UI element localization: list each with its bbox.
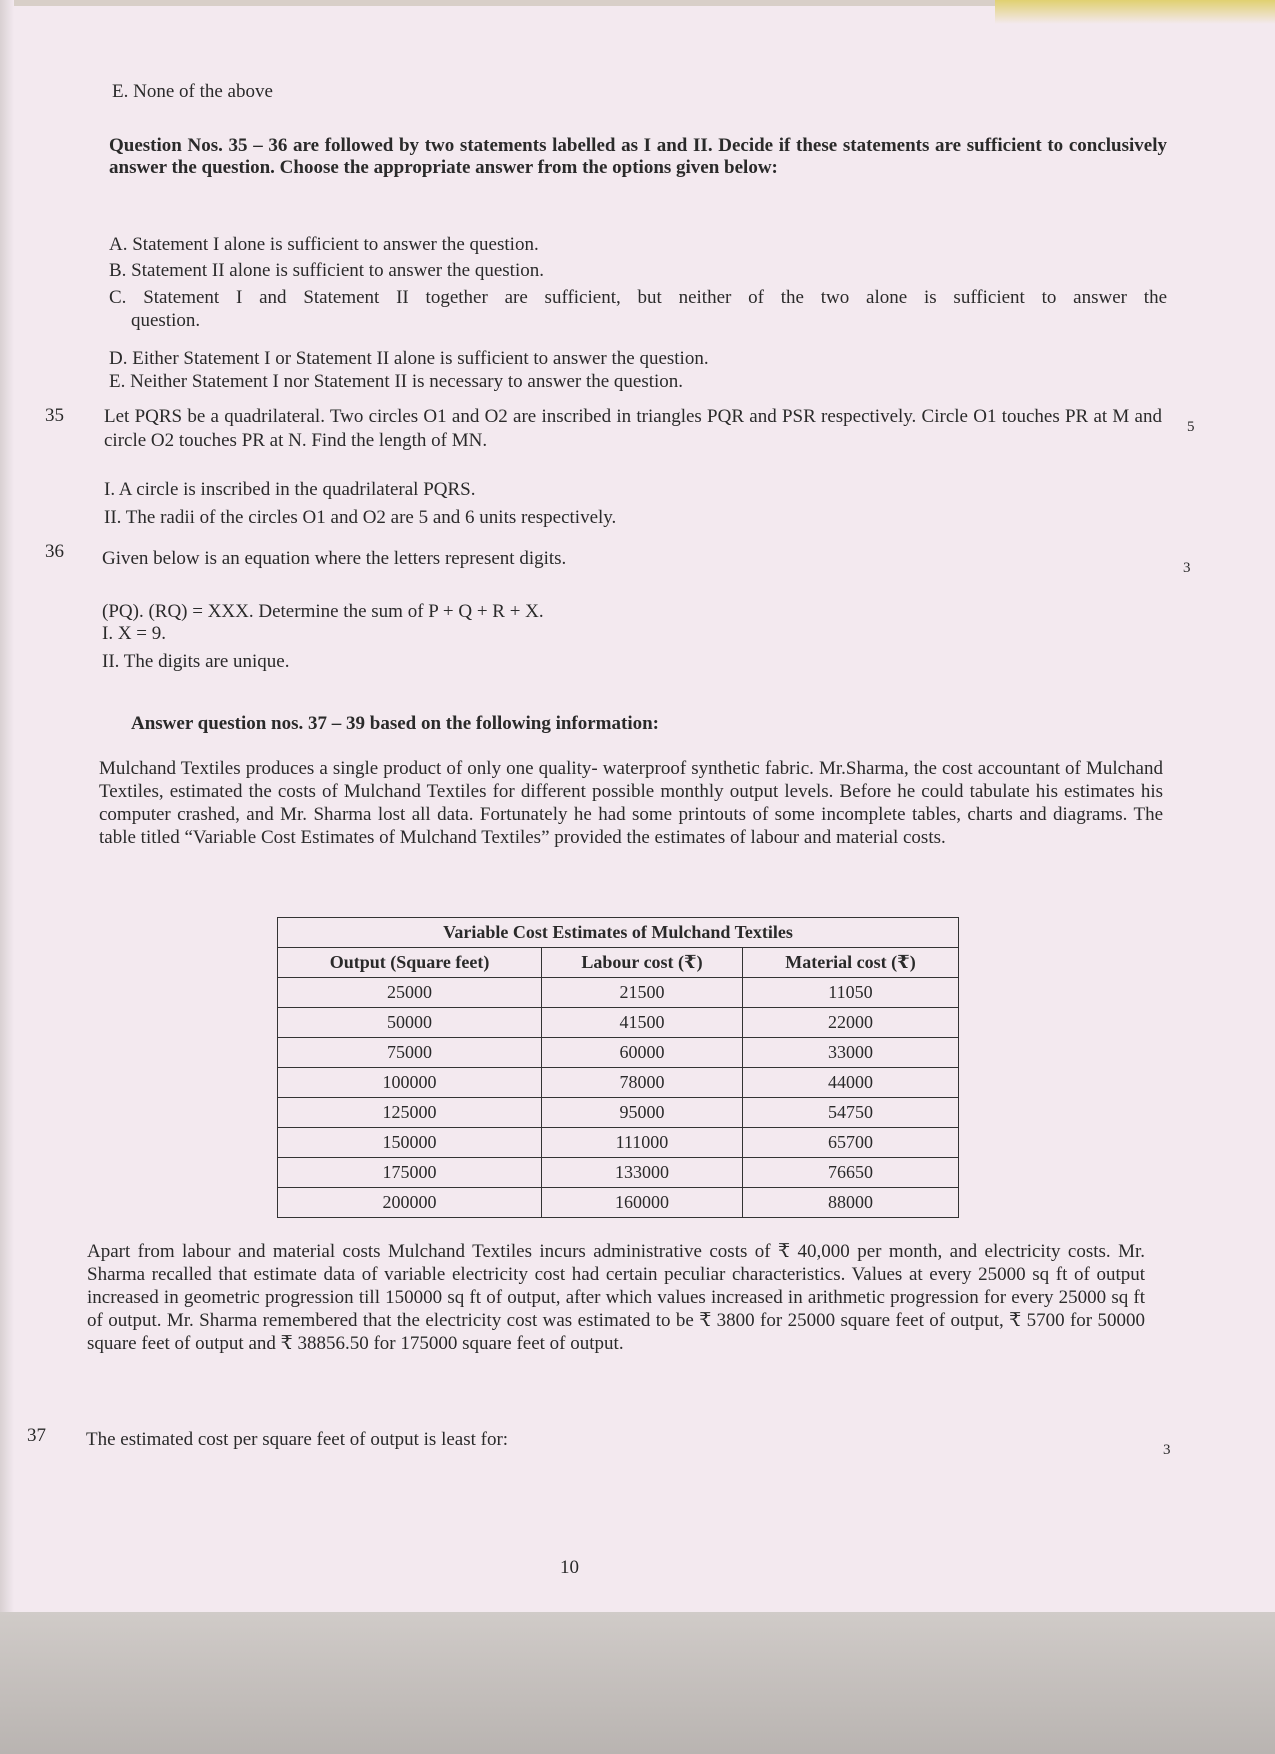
table-title: Variable Cost Estimates of Mulchand Textiles [278,918,959,948]
instructions-37-39: Answer question nos. 37 – 39 based on the following information: [131,713,660,734]
table-cell: 100000 [278,1068,542,1098]
table-cell: 50000 [278,1008,542,1038]
table-row [278,1128,959,1158]
variable-cost-table [277,917,959,1218]
table-cell: 54750 [742,1098,958,1128]
table-cell: 88000 [742,1188,958,1218]
table-cell: 21500 [542,978,743,1008]
previous-option-e: E. None of the above [112,81,273,102]
table-cell: 22000 [742,1008,958,1038]
table-row [278,1188,959,1218]
table-cell: 11050 [742,978,958,1008]
table-row [278,1008,959,1038]
question-37-number: 37 [27,1425,46,1446]
table-cell: 95000 [542,1098,743,1128]
page-number: 10 [560,1557,579,1578]
instructions-35-36: Question Nos. 35 – 36 are followed by two statements labelled as I and II. Decide if these statements are sufficient to conclusively answer the question. Choose the appropriate answer from the options given below: [109,135,1167,178]
question-35-statement-2: II. The radii of the circles O1 and O2 are 5 and 6 units respectively. [104,507,617,528]
question-36-statement-1: I. X = 9. [102,623,167,644]
table-cell: 41500 [542,1008,743,1038]
question-36-marks: 3 [1183,560,1191,576]
table-cell: 160000 [542,1188,743,1218]
table-cell: 33000 [742,1038,958,1068]
question-35-number: 35 [45,405,64,426]
table-cell: 44000 [742,1068,958,1098]
question-36-number: 36 [45,541,64,562]
table-cell: 111000 [542,1128,743,1158]
table-cell: 60000 [542,1038,743,1068]
question-37-text: The estimated cost per square feet of output is least for: [86,1429,509,1450]
option-c-line1: C. Statement I and Statement II together are sufficient, but neither of the two alone is sufficient to answer the [109,287,1167,308]
table-row [278,978,959,1008]
table-row [278,1038,959,1068]
table-header-labour: Labour cost (₹) [542,948,743,978]
table-header-output: Output (Square feet) [278,948,542,978]
question-35-text: Let PQRS be a quadrilateral. Two circles O1 and O2 are inscribed in triangles PQR and PSR respectively. Circle O1 touches PR at M and circle O2 touches PR at N. Find the length of MN. [104,406,1162,451]
option-b: B. Statement II alone is sufficient to answer the question. [109,260,544,281]
question-37-marks: 3 [1163,1442,1171,1458]
table-row [278,1158,959,1188]
table-cell: 200000 [278,1188,542,1218]
table-cell: 125000 [278,1098,542,1128]
table-cell: 175000 [278,1158,542,1188]
table-cell: 133000 [542,1158,743,1188]
question-36-text: Given below is an equation where the letters represent digits. [102,548,567,569]
option-d: D. Either Statement I or Statement II alone is sufficient to answer the question. [109,348,709,369]
question-36-statement-2: II. The digits are unique. [102,651,290,672]
table-cell: 150000 [278,1128,542,1158]
scan-bottom-edge [0,1612,1275,1754]
table-cell: 78000 [542,1068,743,1098]
table-cell: 25000 [278,978,542,1008]
paragraph-mulchand-intro: Mulchand Textiles produces a single product of only one quality- waterproof synthetic fabric. Mr.Sharma, the cost accountant of Mulchand Textiles, estimated the costs of Mulchand Textiles for different possible monthly output levels. Before he could tabulate his estimates his computer crashed, and Mr. Sharma lost all data. Fortunately he had some printouts of some incomplete tables, charts and diagrams. The table titled “Variable Cost Estimates of Mulchand Textiles” provided the estimates of labour and material costs. [99,758,1163,848]
table-row [278,1068,959,1098]
option-a: A. Statement I alone is sufficient to answer the question. [109,234,539,255]
table-cell: 76650 [742,1158,958,1188]
table-cell: 65700 [742,1128,958,1158]
question-35-statement-1: I. A circle is inscribed in the quadrilateral PQRS. [104,479,476,500]
table-row [278,1098,959,1128]
option-e: E. Neither Statement I nor Statement II is necessary to answer the question. [109,371,684,392]
question-36-equation: (PQ). (RQ) = XXX. Determine the sum of P + Q + R + X. [102,601,544,622]
question-35-marks: 5 [1187,419,1195,435]
option-c-line2: question. [131,310,201,331]
table-header-material: Material cost (₹) [742,948,958,978]
paragraph-electricity-costs: Apart from labour and material costs Mulchand Textiles incurs administrative costs of ₹ 40,000 per month, and electricity costs. Mr. Sharma recalled that estimate data of variable electricity cost had certain peculiar characteristics. Values at every 25000 sq ft of output increased in geometric progression till 150000 sq ft of output, after which values increased in arithmetic progression for every 25000 sq ft of output. Mr. Sharma remembered that the electricity cost was estimated to be ₹ 3800 for 25000 square feet of output, ₹ 5700 for 50000 square feet of output and ₹ 38856.50 for 175000 square feet of output. [87,1241,1145,1354]
table-cell: 75000 [278,1038,542,1068]
